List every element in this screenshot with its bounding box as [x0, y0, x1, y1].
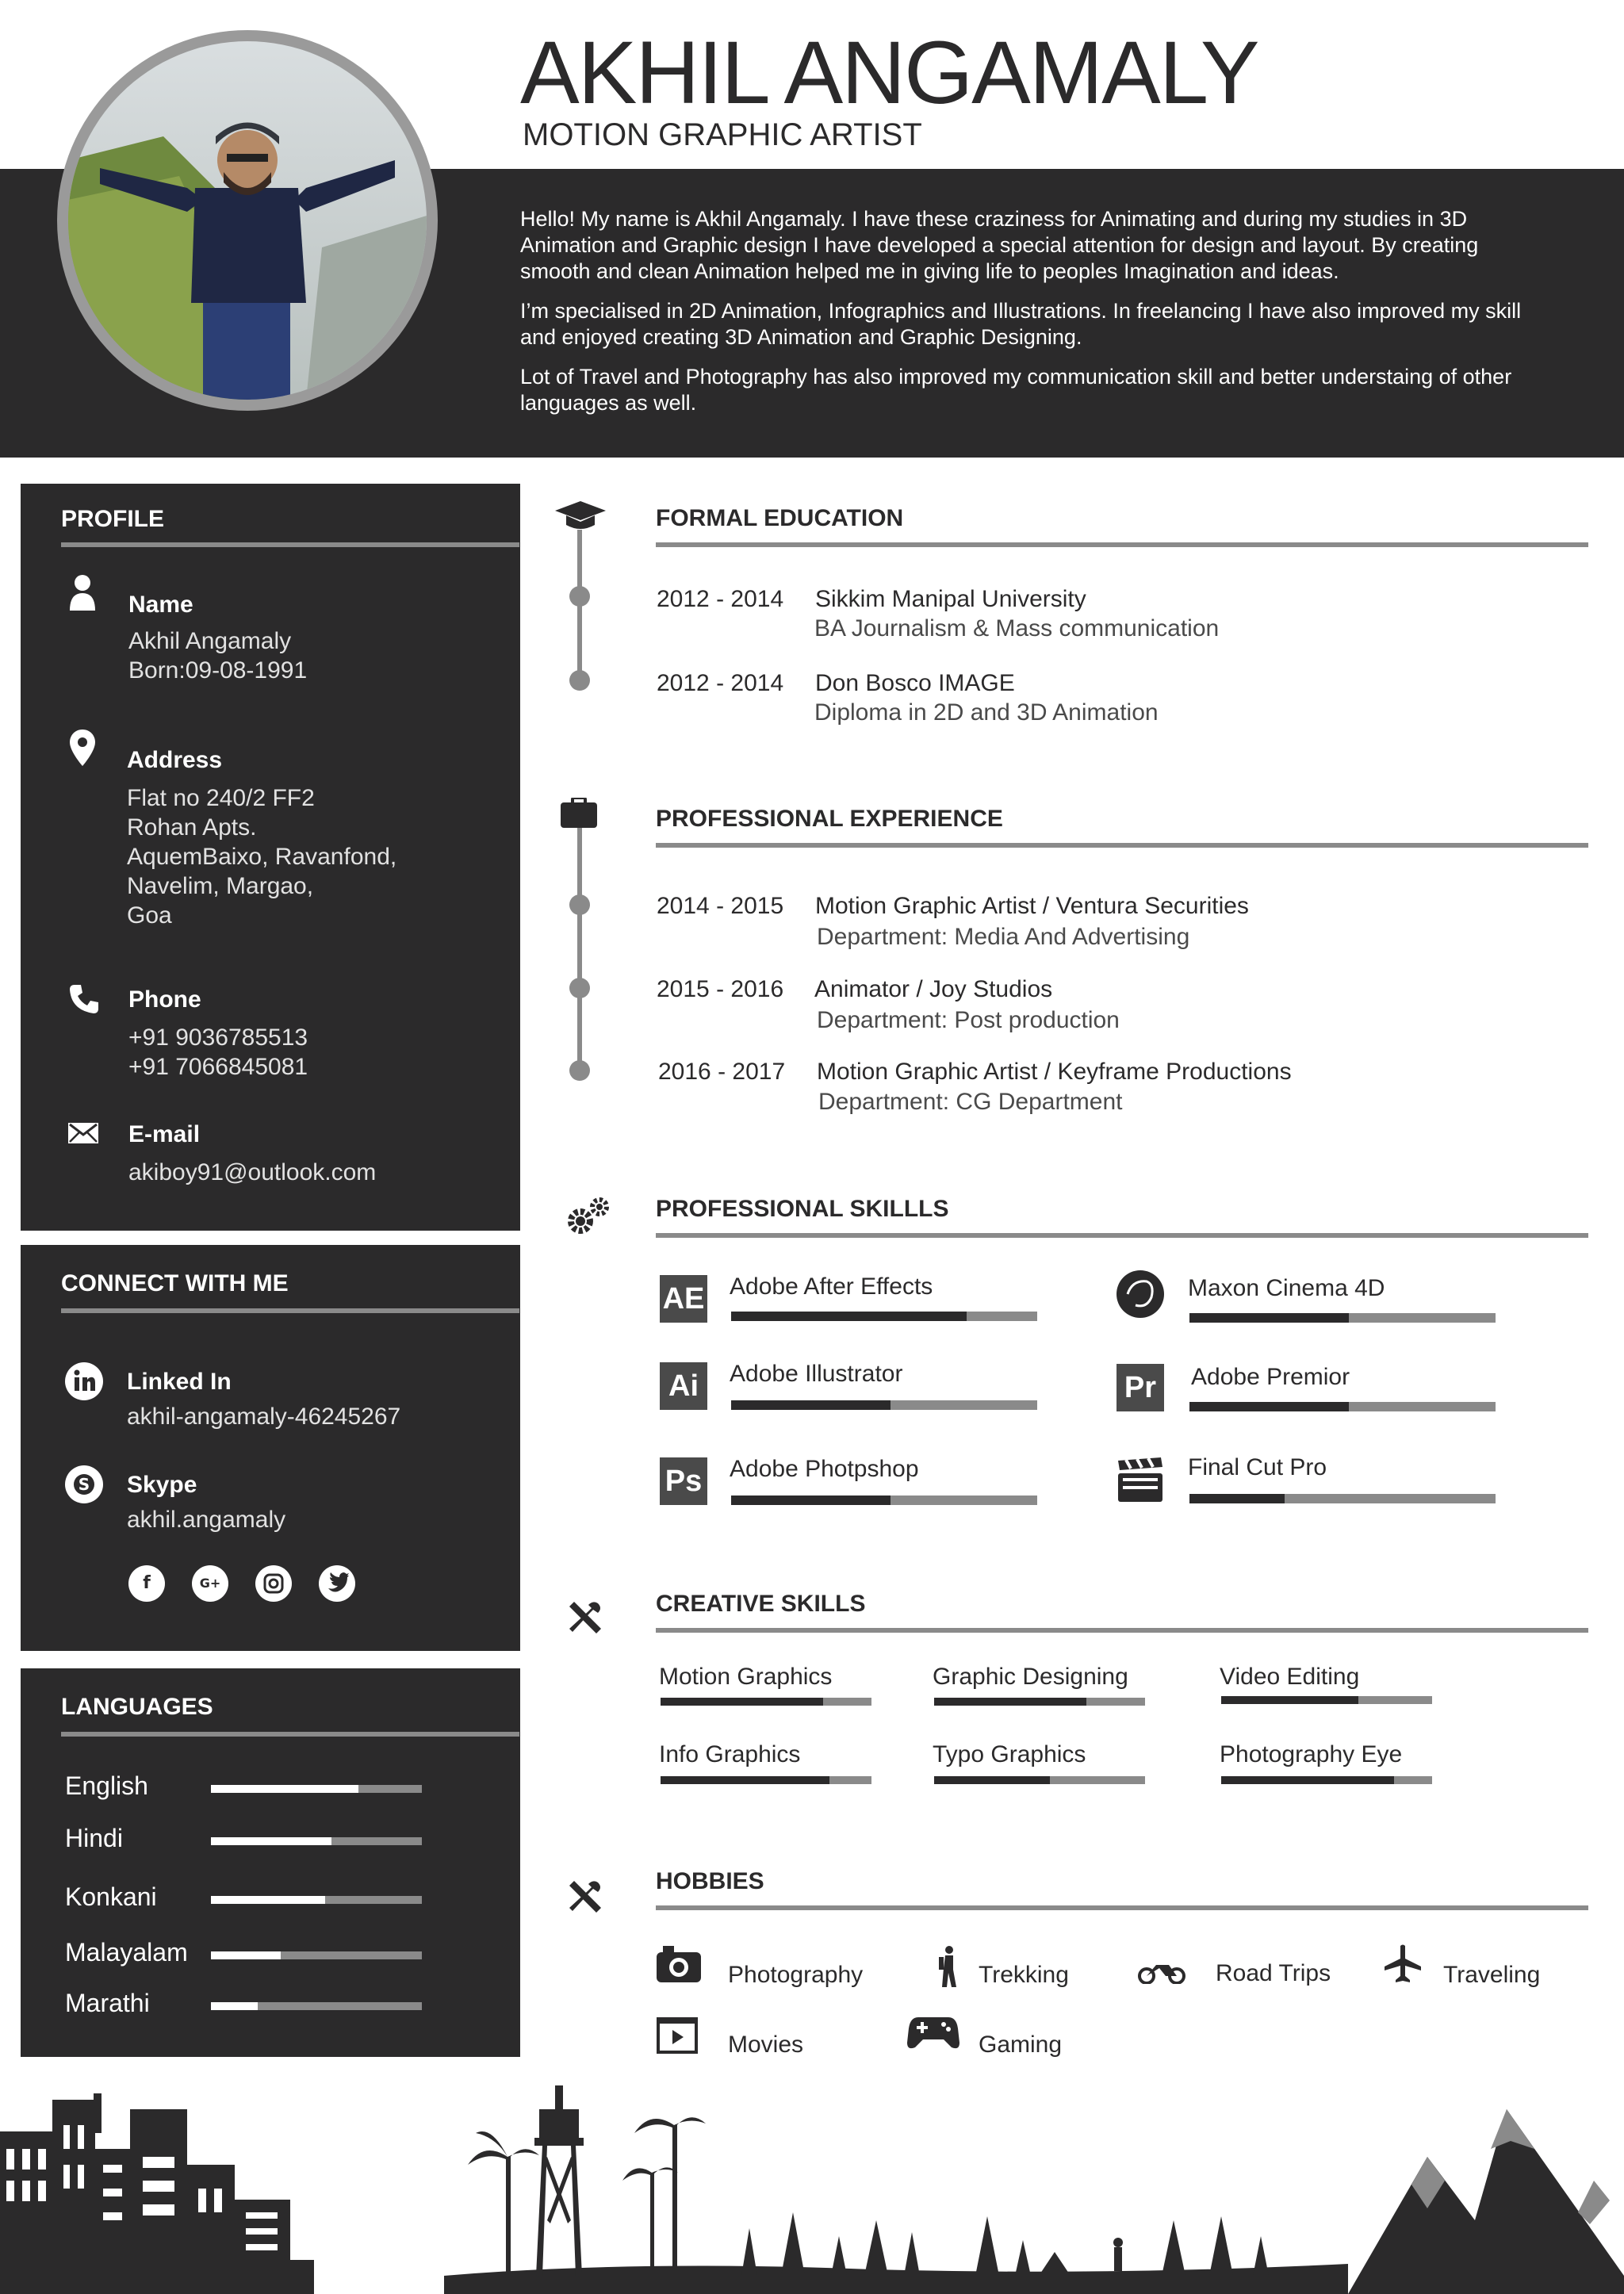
language-level-fill — [211, 1785, 358, 1793]
birth-date: Born:09-08-1991 — [128, 657, 308, 684]
languages-title: LANGUAGES — [61, 1694, 213, 1720]
svg-text:S: S — [78, 1475, 90, 1494]
intro-paragraph: Hello! My name is Akhil Angamaly. I have these craziness for Animating and during my studies in 3D Animation and Graphic design I have developed a special attention for design and layout. By creating smooth and clean Animation helped me in giving life to peoples Imagination and ideas. — [520, 207, 1479, 283]
skill-level-fill — [1189, 1494, 1285, 1503]
address-label: Address — [127, 747, 223, 773]
creative-skills-title: CREATIVE SKILLS — [656, 1591, 866, 1617]
language-name: Malayalam — [65, 1938, 188, 1967]
skill-level-bar — [731, 1312, 1037, 1321]
education-degree: Diploma in 2D and 3D Animation — [814, 699, 1159, 726]
language-name: English — [65, 1771, 148, 1800]
camera-icon — [657, 1946, 701, 1986]
experience-years: 2014 - 2015 — [657, 893, 784, 919]
experience-role: Motion Graphic Artist / Ventura Securities — [815, 893, 1249, 919]
connect-title: CONNECT WITH ME — [61, 1270, 289, 1296]
user-icon — [68, 574, 97, 615]
after-effects-icon: AE — [660, 1275, 707, 1323]
facebook-icon[interactable]: f — [128, 1565, 165, 1602]
airplane-icon — [1383, 1944, 1423, 1988]
education-years: 2012 - 2014 — [657, 670, 784, 696]
hobby-label: Movies — [728, 2032, 804, 2058]
address-line: Flat no 240/2 FF2 — [127, 785, 315, 811]
timeline-dot — [569, 894, 590, 915]
timeline-dot — [569, 1060, 590, 1081]
skill-name: Adobe After Effects — [730, 1273, 933, 1300]
intro-paragraph: Lot of Travel and Photography has also improved my communication skill and better understaing of other languages as well. — [520, 365, 1512, 415]
email-link[interactable]: akiboy91@outlook.com — [128, 1159, 377, 1185]
illustrator-icon: Ai — [660, 1362, 707, 1410]
name-value: Akhil Angamaly — [128, 628, 292, 654]
premiere-icon: Pr — [1116, 1364, 1164, 1411]
hiker-icon — [936, 1946, 959, 1991]
skill-level-fill — [731, 1312, 967, 1321]
page-title: AKHIL ANGAMALY — [520, 23, 1258, 122]
creative-skill-name: Video Editing — [1220, 1664, 1360, 1690]
creative-skill-bar — [934, 1698, 1145, 1706]
language-row — [65, 1824, 462, 1855]
language-level-fill — [211, 1951, 281, 1959]
skill-level-bar — [731, 1400, 1037, 1410]
email-label: E-mail — [128, 1121, 201, 1147]
divider — [656, 843, 1588, 848]
address-line: Navelim, Margao, — [127, 873, 314, 899]
experience-department: Department: Post production — [817, 1007, 1120, 1033]
creative-skill-bar — [661, 1776, 871, 1784]
creative-skill-fill — [1221, 1696, 1358, 1704]
creative-skill-fill — [661, 1776, 829, 1784]
phone-number: +91 9036785513 — [128, 1024, 308, 1051]
linkedin-label: Linked In — [127, 1369, 232, 1395]
skill-level-fill — [731, 1400, 891, 1410]
tools-icon — [566, 1879, 603, 1920]
education-years: 2012 - 2014 — [657, 586, 784, 612]
experience-department: Department: CG Department — [818, 1089, 1123, 1115]
skill-name: Adobe Premior — [1191, 1364, 1350, 1390]
mail-icon — [68, 1123, 98, 1147]
divider — [61, 1308, 519, 1313]
creative-skill-bar — [661, 1698, 871, 1706]
divider — [656, 542, 1588, 547]
experience-title: PROFESSIONAL EXPERIENCE — [656, 806, 1003, 832]
skill-level-bar — [1189, 1494, 1496, 1503]
language-name: Marathi — [65, 1989, 150, 2017]
experience-role: Animator / Joy Studios — [814, 976, 1053, 1002]
cinema-4d-icon — [1116, 1270, 1164, 1318]
timeline-line — [577, 828, 582, 1074]
skill-level-bar — [731, 1496, 1037, 1505]
creative-skill-name: Graphic Designing — [933, 1664, 1128, 1690]
divider — [656, 1233, 1588, 1238]
creative-skill-bar — [1221, 1776, 1432, 1784]
address-line: AquemBaixo, Ravanfond, — [127, 844, 397, 870]
timeline-dot — [569, 670, 590, 691]
skype-label: Skype — [127, 1472, 197, 1498]
instagram-icon[interactable] — [255, 1565, 292, 1602]
hobbies-title: HOBBIES — [656, 1868, 764, 1894]
skill-level-fill — [1189, 1402, 1349, 1411]
final-cut-pro-icon — [1116, 1456, 1164, 1503]
intro-paragraph: I’m specialised in 2D Animation, Infographics and Illustrations. In freelancing I have also improved my skill and enjoyed creating 3D Animation and Graphic Designing. — [520, 299, 1522, 349]
skyline-illustration — [0, 2062, 1624, 2294]
education-degree: BA Journalism & Mass communication — [814, 615, 1220, 641]
google-plus-icon[interactable]: G+ — [192, 1565, 228, 1602]
education-title: FORMAL EDUCATION — [656, 505, 904, 531]
creative-skill-fill — [1221, 1776, 1394, 1784]
phone-label: Phone — [128, 986, 201, 1013]
language-level-bar — [211, 1837, 422, 1845]
skype-icon[interactable] — [65, 1465, 103, 1507]
language-level-bar — [211, 1785, 422, 1793]
creative-skill-name: Photography Eye — [1220, 1741, 1403, 1767]
photoshop-icon: Ps — [660, 1457, 707, 1505]
language-row — [65, 1882, 462, 1914]
creative-skill-name: Typo Graphics — [933, 1741, 1086, 1767]
experience-department: Department: Media And Advertising — [817, 924, 1190, 950]
creative-skill-name: Motion Graphics — [659, 1664, 833, 1690]
divider — [61, 542, 519, 547]
education-school: Don Bosco IMAGE — [815, 670, 1015, 696]
play-icon — [657, 2017, 698, 2058]
language-row — [65, 1938, 462, 1970]
skill-level-bar — [1189, 1313, 1496, 1323]
divider — [61, 1732, 519, 1737]
experience-years: 2015 - 2016 — [657, 976, 784, 1002]
phone-number: +91 7066845081 — [128, 1054, 308, 1080]
language-level-fill — [211, 1837, 331, 1845]
divider — [656, 1628, 1588, 1633]
name-label: Name — [128, 592, 193, 618]
creative-skill-bar — [934, 1776, 1145, 1784]
skill-name: Adobe Photpshop — [730, 1456, 919, 1482]
skill-name: Maxon Cinema 4D — [1188, 1275, 1385, 1301]
skill-level-bar — [1189, 1402, 1496, 1411]
pro-skills-title: PROFESSIONAL SKILLLS — [656, 1196, 949, 1222]
timeline-dot — [569, 978, 590, 998]
language-row — [65, 1989, 462, 2020]
experience-years: 2016 - 2017 — [658, 1059, 786, 1085]
creative-skill-bar — [1221, 1696, 1432, 1704]
language-row — [65, 1771, 462, 1803]
creative-skill-fill — [661, 1698, 823, 1706]
experience-role: Motion Graphic Artist / Keyframe Productions — [817, 1059, 1292, 1085]
languages-card — [21, 1668, 520, 2057]
profile-card — [21, 484, 520, 1231]
address-line: Rohan Apts. — [127, 814, 257, 841]
hobby-label: Road Trips — [1216, 1960, 1331, 1986]
linkedin-icon[interactable] — [65, 1362, 103, 1404]
language-name: Hindi — [65, 1824, 123, 1852]
creative-skill-name: Info Graphics — [659, 1741, 801, 1767]
job-title: MOTION GRAPHIC ARTIST — [523, 117, 922, 152]
phone-icon — [68, 983, 100, 1019]
timeline-dot — [569, 586, 590, 607]
language-name: Konkani — [65, 1882, 157, 1911]
divider — [656, 1905, 1588, 1910]
gamepad-icon — [907, 2014, 959, 2055]
creative-skill-fill — [934, 1698, 1086, 1706]
skill-name: Adobe Illustrator — [730, 1361, 903, 1387]
gears-icon — [565, 1196, 614, 1239]
language-level-fill — [211, 1896, 325, 1904]
address-line: Goa — [127, 902, 172, 929]
twitter-icon[interactable] — [319, 1565, 355, 1602]
education-school: Sikkim Manipal University — [815, 586, 1086, 612]
language-level-fill — [211, 2002, 258, 2010]
linkedin-link[interactable]: akhil-angamaly-46245267 — [127, 1404, 401, 1430]
hobby-label: Photography — [728, 1962, 864, 1988]
language-level-bar — [211, 2002, 422, 2010]
tools-icon — [566, 1600, 603, 1641]
location-pin-icon — [70, 730, 95, 770]
skill-level-fill — [731, 1496, 891, 1505]
skill-level-fill — [1189, 1313, 1349, 1323]
avatar — [68, 41, 427, 400]
creative-skill-fill — [934, 1776, 1050, 1784]
hobby-label: Gaming — [979, 2032, 1063, 2058]
hobby-label: Trekking — [979, 1962, 1069, 1988]
connect-card — [21, 1245, 520, 1651]
profile-title: PROFILE — [61, 506, 165, 532]
skype-handle[interactable]: akhil.angamaly — [127, 1507, 286, 1533]
motorbike-icon — [1137, 1959, 1186, 1988]
language-level-bar — [211, 1896, 422, 1904]
intro-text — [520, 206, 1543, 430]
skill-name: Final Cut Pro — [1188, 1454, 1327, 1480]
briefcase-icon — [561, 798, 597, 832]
language-level-bar — [211, 1951, 422, 1959]
hobby-label: Traveling — [1443, 1962, 1541, 1988]
